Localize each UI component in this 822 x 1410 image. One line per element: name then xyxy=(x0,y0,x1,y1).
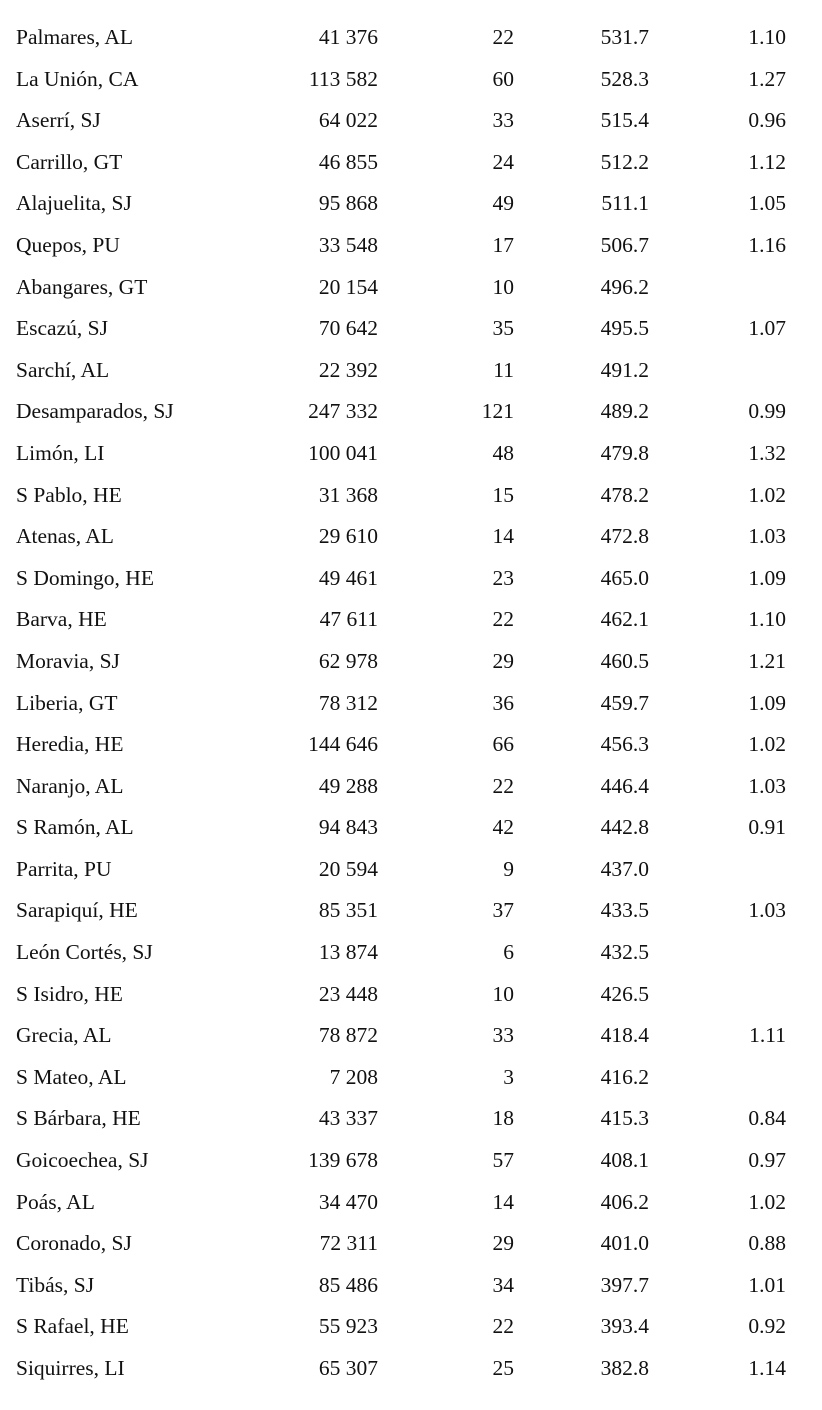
cell-name: Grecia, AL xyxy=(16,1023,112,1048)
cell-count: 6 xyxy=(503,940,514,965)
cell-name: S Mateo, AL xyxy=(16,1064,127,1089)
cell-ratio: 0.91 xyxy=(748,815,786,840)
table-row xyxy=(0,558,822,600)
cell-count: 35 xyxy=(492,316,514,341)
cell-count: 14 xyxy=(492,524,514,549)
table-row xyxy=(0,1098,822,1140)
cell-count: 9 xyxy=(503,856,514,881)
table-row xyxy=(0,1265,822,1307)
cell-name: Abangares, GT xyxy=(16,274,148,299)
cell-pop: 94 843 xyxy=(318,815,378,840)
cell-pop: 33 548 xyxy=(318,232,378,257)
cell-ratio: 0.96 xyxy=(748,108,786,133)
cell-rate: 426.5 xyxy=(600,981,649,1006)
cell-count: 15 xyxy=(492,482,514,507)
cell-count: 34 xyxy=(492,1272,514,1297)
cell-name: Poás, AL xyxy=(16,1189,95,1214)
cell-ratio: 1.03 xyxy=(748,898,786,923)
cell-rate: 393.4 xyxy=(600,1314,649,1339)
cell-ratio: 1.12 xyxy=(748,149,786,174)
cell-count: 60 xyxy=(492,66,514,91)
cell-ratio: 1.10 xyxy=(748,25,786,49)
cell-ratio: 1.09 xyxy=(748,690,786,715)
cell-count: 22 xyxy=(492,607,514,632)
cell-ratio: 1.02 xyxy=(748,1189,786,1214)
cell-count: 22 xyxy=(492,773,514,798)
cell-ratio: 1.21 xyxy=(748,648,786,673)
cell-name: Moravia, SJ xyxy=(16,648,120,673)
cell-name: S Bárbara, HE xyxy=(16,1106,141,1131)
cell-rate: 437.0 xyxy=(600,856,649,881)
cell-rate: 401.0 xyxy=(600,1231,649,1256)
cell-rate: 491.2 xyxy=(600,357,649,382)
cell-rate: 459.7 xyxy=(600,690,649,715)
cell-name: Goicoechea, SJ xyxy=(16,1148,149,1173)
cell-count: 36 xyxy=(492,690,514,715)
cell-name: S Isidro, HE xyxy=(16,981,123,1006)
cell-ratio: 0.99 xyxy=(748,399,786,424)
cell-count: 22 xyxy=(492,25,514,49)
cell-ratio: 0.92 xyxy=(748,1314,786,1339)
cell-count: 25 xyxy=(492,1356,514,1380)
cell-pop: 20 154 xyxy=(318,274,378,299)
cell-rate: 465.0 xyxy=(600,565,649,590)
cell-name: Escazú, SJ xyxy=(16,316,108,341)
cell-name: Carrillo, GT xyxy=(16,149,123,174)
cell-name: La Unión, CA xyxy=(16,66,139,91)
table-row xyxy=(0,599,822,641)
cell-name: León Cortés, SJ xyxy=(16,940,153,965)
table-row xyxy=(0,475,822,517)
cell-pop: 85 351 xyxy=(318,898,378,923)
table-row xyxy=(0,766,822,808)
table-row xyxy=(0,807,822,849)
table-row xyxy=(0,1306,822,1348)
cell-rate: 382.8 xyxy=(600,1356,649,1380)
cell-name: Naranjo, AL xyxy=(16,773,124,798)
cell-rate: 495.5 xyxy=(600,316,649,341)
cell-ratio: 1.03 xyxy=(748,524,786,549)
table-row xyxy=(0,641,822,683)
data-table xyxy=(0,17,822,1390)
cell-ratio: 1.03 xyxy=(748,773,786,798)
cell-rate: 446.4 xyxy=(600,773,649,798)
cell-rate: 408.1 xyxy=(600,1148,649,1173)
cell-rate: 511.1 xyxy=(601,191,649,216)
cell-pop: 47 611 xyxy=(319,607,378,632)
cell-ratio: 1.27 xyxy=(748,66,786,91)
cell-count: 48 xyxy=(492,440,514,465)
cell-pop: 78 312 xyxy=(318,690,378,715)
cell-pop: 247 332 xyxy=(308,399,378,424)
cell-count: 66 xyxy=(492,732,514,757)
cell-rate: 472.8 xyxy=(600,524,649,549)
cell-name: Aserrí, SJ xyxy=(16,108,101,133)
table-row xyxy=(0,100,822,142)
cell-ratio: 1.02 xyxy=(748,732,786,757)
cell-rate: 506.7 xyxy=(600,232,649,257)
cell-rate: 515.4 xyxy=(600,108,649,133)
table-row xyxy=(0,890,822,932)
cell-name: Coronado, SJ xyxy=(16,1231,132,1256)
table-row xyxy=(0,142,822,184)
cell-name: S Pablo, HE xyxy=(16,482,122,507)
table-row xyxy=(0,1223,822,1265)
cell-pop: 144 646 xyxy=(308,732,378,757)
cell-count: 22 xyxy=(492,1314,514,1339)
cell-ratio: 0.88 xyxy=(748,1231,786,1256)
cell-name: Sarchí, AL xyxy=(16,357,110,382)
cell-pop: 78 872 xyxy=(318,1023,378,1048)
cell-pop: 34 470 xyxy=(318,1189,378,1214)
cell-rate: 415.3 xyxy=(600,1106,649,1131)
cell-name: S Rafael, HE xyxy=(16,1314,129,1339)
cell-count: 37 xyxy=(492,898,514,923)
table-row xyxy=(0,683,822,725)
cell-rate: 418.4 xyxy=(600,1023,649,1048)
cell-name: Tibás, SJ xyxy=(16,1272,95,1297)
cell-rate: 432.5 xyxy=(600,940,649,965)
cell-pop: 41 376 xyxy=(318,25,378,49)
cell-rate: 528.3 xyxy=(600,66,649,91)
cell-rate: 531.7 xyxy=(600,25,649,49)
cell-pop: 70 642 xyxy=(318,316,378,341)
cell-pop: 85 486 xyxy=(318,1272,378,1297)
cell-name: Limón, LI xyxy=(16,440,105,465)
cell-count: 33 xyxy=(492,1023,514,1048)
cell-rate: 460.5 xyxy=(600,648,649,673)
table-row xyxy=(0,1057,822,1099)
cell-ratio: 1.09 xyxy=(748,565,786,590)
cell-ratio: 0.84 xyxy=(748,1106,786,1131)
cell-rate: 442.8 xyxy=(600,815,649,840)
table-row xyxy=(0,1182,822,1224)
cell-ratio: 1.05 xyxy=(748,191,786,216)
cell-pop: 62 978 xyxy=(318,648,378,673)
cell-ratio: 1.10 xyxy=(748,607,786,632)
cell-name: Sarapiquí, HE xyxy=(16,898,138,923)
table-row xyxy=(0,59,822,101)
cell-count: 29 xyxy=(492,1231,514,1256)
cell-pop: 55 923 xyxy=(318,1314,378,1339)
table-row xyxy=(0,17,822,59)
cell-name: Palmares, AL xyxy=(16,25,134,49)
table-row xyxy=(0,1140,822,1182)
cell-name: S Ramón, AL xyxy=(16,815,134,840)
cell-name: Barva, HE xyxy=(16,607,107,632)
cell-ratio: 1.14 xyxy=(748,1356,786,1380)
cell-pop: 23 448 xyxy=(318,981,378,1006)
cell-count: 10 xyxy=(492,981,514,1006)
cell-rate: 478.2 xyxy=(600,482,649,507)
cell-pop: 65 307 xyxy=(318,1356,378,1380)
cell-ratio: 1.07 xyxy=(748,316,786,341)
cell-ratio: 1.16 xyxy=(748,232,786,257)
cell-pop: 64 022 xyxy=(318,108,378,133)
cell-count: 14 xyxy=(492,1189,514,1214)
cell-count: 10 xyxy=(492,274,514,299)
table-row xyxy=(0,267,822,309)
cell-name: Alajuelita, SJ xyxy=(16,191,132,216)
cell-pop: 49 288 xyxy=(318,773,378,798)
cell-ratio: 1.02 xyxy=(748,482,786,507)
cell-count: 121 xyxy=(481,399,514,424)
cell-count: 33 xyxy=(492,108,514,133)
table-row xyxy=(0,974,822,1016)
cell-rate: 406.2 xyxy=(600,1189,649,1214)
cell-count: 24 xyxy=(492,149,514,174)
table-row xyxy=(0,350,822,392)
cell-rate: 397.7 xyxy=(600,1272,649,1297)
cell-pop: 49 461 xyxy=(318,565,378,590)
cell-pop: 100 041 xyxy=(308,440,378,465)
cell-rate: 462.1 xyxy=(600,607,649,632)
cell-rate: 496.2 xyxy=(600,274,649,299)
cell-ratio: 1.01 xyxy=(748,1272,786,1297)
cell-count: 29 xyxy=(492,648,514,673)
cell-pop: 72 311 xyxy=(319,1231,378,1256)
cell-count: 3 xyxy=(503,1064,514,1089)
cell-pop: 113 582 xyxy=(308,66,378,91)
cell-count: 23 xyxy=(492,565,514,590)
table-row xyxy=(0,183,822,225)
cell-pop: 13 874 xyxy=(318,940,378,965)
cell-ratio: 1.32 xyxy=(748,440,786,465)
cell-name: Quepos, PU xyxy=(16,232,120,257)
cell-rate: 512.2 xyxy=(600,149,649,174)
cell-rate: 456.3 xyxy=(600,732,649,757)
table-row xyxy=(0,932,822,974)
cell-pop: 46 855 xyxy=(318,149,378,174)
cell-pop: 29 610 xyxy=(318,524,378,549)
cell-name: Parrita, PU xyxy=(16,856,112,881)
cell-rate: 433.5 xyxy=(600,898,649,923)
cell-pop: 7 208 xyxy=(329,1064,378,1089)
table-row xyxy=(0,516,822,558)
cell-pop: 139 678 xyxy=(308,1148,378,1173)
cell-name: S Domingo, HE xyxy=(16,565,154,590)
cell-rate: 416.2 xyxy=(600,1064,649,1089)
cell-count: 18 xyxy=(492,1106,514,1131)
table-row xyxy=(0,849,822,891)
table-row xyxy=(0,1015,822,1057)
cell-name: Siquirres, LI xyxy=(16,1356,125,1380)
cell-name: Heredia, HE xyxy=(16,732,124,757)
cell-pop: 20 594 xyxy=(318,856,378,881)
table-row xyxy=(0,391,822,433)
table-row xyxy=(0,308,822,350)
cell-rate: 489.2 xyxy=(600,399,649,424)
table-row xyxy=(0,724,822,766)
cell-pop: 95 868 xyxy=(318,191,378,216)
cell-pop: 31 368 xyxy=(318,482,378,507)
cell-count: 57 xyxy=(492,1148,514,1173)
cell-count: 42 xyxy=(492,815,514,840)
cell-name: Liberia, GT xyxy=(16,690,118,715)
cell-name: Atenas, AL xyxy=(16,524,114,549)
table-row xyxy=(0,1348,822,1390)
cell-name: Desamparados, SJ xyxy=(16,399,174,424)
table-row xyxy=(0,225,822,267)
table-row xyxy=(0,433,822,475)
cell-count: 17 xyxy=(492,232,514,257)
cell-count: 49 xyxy=(492,191,514,216)
cell-ratio: 1.11 xyxy=(749,1023,786,1048)
cell-count: 11 xyxy=(493,357,514,382)
cell-pop: 43 337 xyxy=(318,1106,378,1131)
cell-ratio: 0.97 xyxy=(748,1148,786,1173)
cell-rate: 479.8 xyxy=(600,440,649,465)
cell-pop: 22 392 xyxy=(318,357,378,382)
